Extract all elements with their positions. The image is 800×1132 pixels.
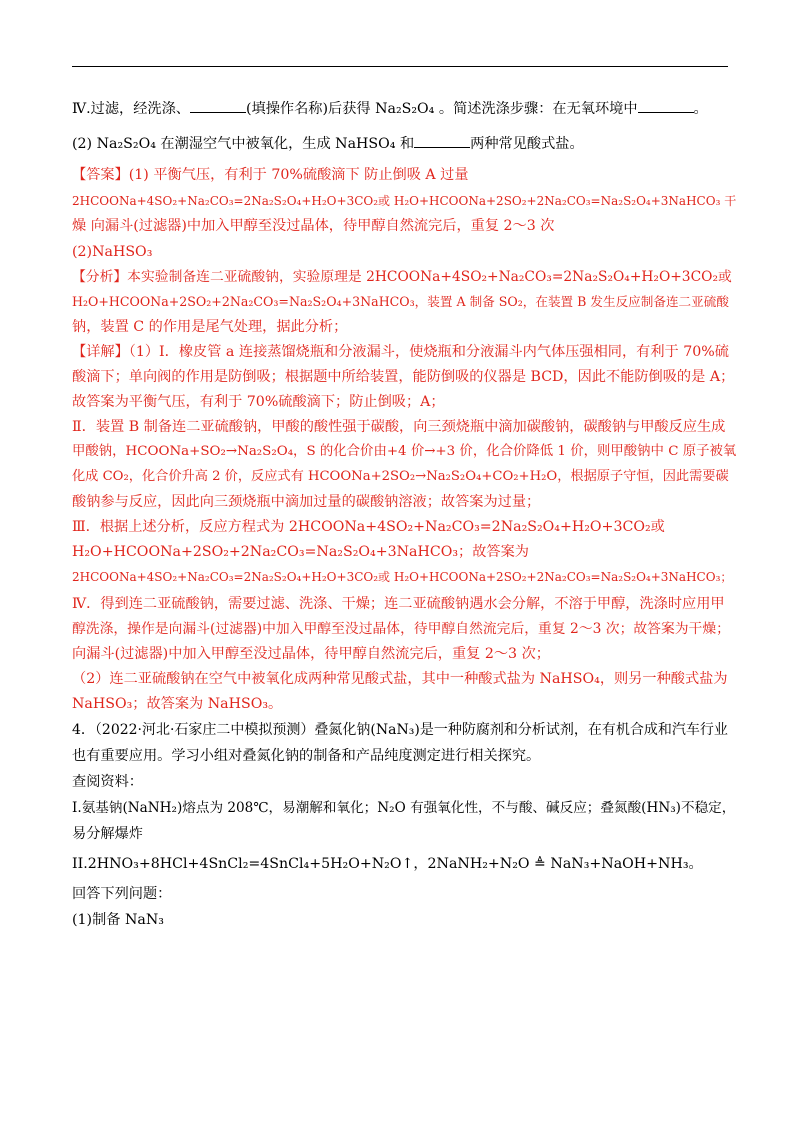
analysis-line: 钠，装置 C 的作用是尾气处理，据此分析； — [72, 319, 348, 335]
question-line-4 — [72, 98, 732, 120]
analysis-line: H₂O+HCOONa+2SO₂+2Na₂CO₃=Na₂S₂O₄+3NaHCO₃，装置 A 制备 SO₂，在装置 B 发生反应制备连二亚硫酸 — [72, 294, 729, 309]
q4-line: I.氨基钠(NaNH₂)熔点为 208℃，易潮解和氧化；N₂O 有强氧化性，不与酸、碱反应；叠氮酸(HN₃)不稳定， — [72, 800, 736, 816]
q4-line: 易分解爆炸 — [72, 826, 143, 842]
question-text: Ⅳ.过滤，经洗涤、 — [72, 101, 190, 117]
q4-line: 回答下列问题： — [72, 886, 172, 902]
q4-line: 也有重要应用。学习小组对叠氮化钠的制备和产品纯度测定进行相关探究。 — [72, 748, 541, 764]
detail-line: （2）连二亚硫酸钠在空气中被氧化成两种常见酸式盐，其中一种酸式盐为 NaHSO₄，则另一种酸式盐为 — [72, 671, 728, 687]
detail-line: 向漏斗(过滤器)中加入甲醇至没过晶体，待甲醇自然流完后，重复 2～3 次； — [72, 646, 550, 662]
q4-line: II.2HNO₃+8HCl+4SnCl₂=4SnCl₄+5H₂O+N₂O↑，2NaNH₂+N₂O ≜ NaN₃+NaOH+NH₃。 — [72, 856, 703, 872]
detail-line: Ⅲ．根据上述分析，反应方程式为 2HCOONa+4SO₂+Na₂CO₃=2Na₂S₂O₄+H₂O+3CO₂或 — [72, 519, 665, 535]
answer-line: 燥 向漏斗(过滤器)中加入甲醇至没过晶体，待甲醇自然流完后，重复 2～3 次 — [72, 218, 555, 234]
answer-blank — [638, 99, 694, 113]
question-text: (填操作名称)后获得 Na₂S₂O₄ 。简述洗涤步骤：在无氧环境中 — [246, 101, 638, 117]
answer-blank — [414, 134, 470, 148]
q4-line: 查阅资料： — [72, 774, 143, 790]
detail-line: Ⅱ．装置 B 制备连二亚硫酸钠，甲酸的酸性强于碳酸，向三颈烧瓶中滴加碳酸钠，碳酸钠与甲酸反应生成 — [72, 419, 726, 435]
answer-line: (2)NaHSO₃ — [72, 244, 153, 260]
detail-line: Ⅳ．得到连二亚硫酸钠，需要过滤、洗涤、干燥；连二亚硫酸钠遇水会分解，不溶于甲醇，洗涤时应用甲 — [72, 596, 725, 612]
q4-line: (1)制备 NaN₃ — [72, 912, 164, 928]
analysis-line: 【分析】本实验制备连二亚硫酸钠，实验原理是 2HCOONa+4SO₂+Na₂CO₃=2Na₂S₂O₄+H₂O+3CO₂或 — [72, 269, 732, 285]
question-text: (2) Na₂S₂O₄ 在潮湿空气中被氧化，生成 NaHSO₄ 和 — [72, 136, 415, 152]
answer-blank — [190, 99, 246, 113]
q4-line: 4．（2022·河北·石家庄二中模拟预测）叠氮化钠(NaN₃)是一种防腐剂和分析试剂，在有机合成和汽车行业 — [72, 722, 728, 738]
detail-line: 2HCOONa+4SO₂+Na₂CO₃=2Na₂S₂O₄+H₂O+3CO₂或 H₂O+HCOONa+2SO₂+2Na₂CO₃=Na₂S₂O₄+3NaHCO₃； — [72, 570, 733, 584]
detail-line: NaHSO₃；故答案为 NaHSO₃。 — [72, 696, 283, 712]
detail-line: 醇洗涤，操作是向漏斗(过滤器)中加入甲醇至没过晶体，待甲醇自然流完后，重复 2～3 次；故答案为干燥； — [72, 621, 730, 637]
detail-line: 【详解】（1）Ⅰ．橡皮管 a 连接蒸馏烧瓶和分液漏斗，使烧瓶和分液漏斗内气体压强相同，有利于 70%硫 — [72, 344, 729, 360]
detail-line: 化成 CO₂，化合价升高 2 价，反应式有 HCOONa+2SO₂→Na₂S₂O₄+CO₂+H₂O，根据原子守恒，因此需要碳 — [72, 469, 729, 484]
detail-line: 甲酸钠，HCOONa+SO₂→Na₂S₂O₄，S 的化合价由+4 价→+3 价，化合价降低 1 价，则甲酸钠中 C 原子被氧 — [72, 444, 737, 459]
question-text: 。 — [693, 101, 708, 117]
detail-line: 酸钠参与反应，因此向三颈烧瓶中滴加过量的碳酸钠溶液；故答案为过量； — [72, 494, 541, 510]
detail-line: 故答案为平衡气压，有利于 70%硫酸滴下；防止倒吸；A； — [72, 394, 445, 410]
answer-line: 2HCOONa+4SO₂+Na₂CO₃=2Na₂S₂O₄+H₂O+3CO₂或 H₂O+HCOONa+2SO₂+2Na₂CO₃=Na₂S₂O₄+3NaHCO₃ 干 — [72, 194, 737, 208]
question-text: 两种常见酸式盐。 — [470, 136, 584, 152]
question-line-2 — [72, 133, 732, 155]
detail-line: H₂O+HCOONa+2SO₂+2Na₂CO₃=Na₂S₂O₄+3NaHCO₃；故答案为 — [72, 544, 529, 560]
header-rule — [72, 66, 728, 67]
answer-line: 【答案】(1) 平衡气压，有利于 70%硫酸滴下 防止倒吸 A 过量 — [72, 167, 469, 183]
detail-line: 酸滴下；单向阀的作用是防倒吸；根据题中所给装置，能防倒吸的仪器是 BCD，因此不能防倒吸的是 A； — [72, 369, 735, 385]
